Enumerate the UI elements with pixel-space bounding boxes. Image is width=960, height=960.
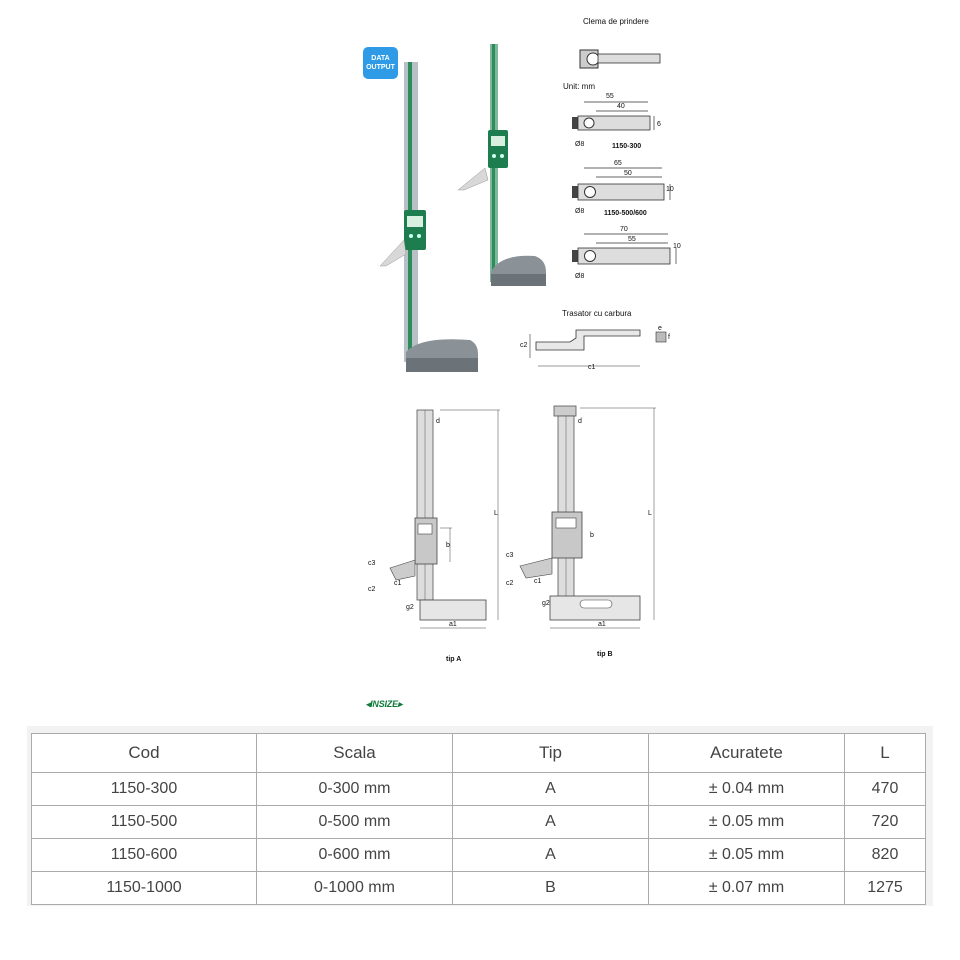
type-b-caption: tip B <box>597 651 613 658</box>
type-a-caption: tip A <box>446 656 462 663</box>
badge-line-2: OUTPUT <box>366 64 395 71</box>
scriber-c1: c1 <box>588 364 596 371</box>
variant-2-inner: 50 <box>624 170 632 177</box>
variant-1-hole: Ø8 <box>575 141 585 148</box>
type-a-c1: c1 <box>394 580 402 587</box>
header-cod: Cod <box>32 734 257 773</box>
cell-tip: A <box>453 806 649 839</box>
large-height-gauge <box>380 62 478 372</box>
clamp-variant-3-drawing <box>566 226 681 276</box>
variant-2-height: 10 <box>666 186 674 193</box>
variant-3-hole: Ø8 <box>575 273 585 280</box>
type-a-c3: c3 <box>368 560 376 567</box>
data-output-badge <box>363 47 398 79</box>
small-height-gauge <box>458 44 546 286</box>
type-b-drawing <box>500 400 665 635</box>
unit-label: Unit: mm <box>563 82 595 91</box>
type-b-L: L <box>648 510 652 517</box>
cell-scala: 0-600 mm <box>257 839 453 872</box>
table-row <box>32 872 926 905</box>
brand-name: INSIZE <box>370 699 398 709</box>
type-b-c1: c1 <box>534 578 542 585</box>
type-b-a1: a1 <box>598 621 606 628</box>
scriber-f: f <box>668 334 670 341</box>
cell-acuratete: ± 0.05 mm <box>649 839 845 872</box>
variant-1-height: 6 <box>657 121 661 128</box>
clamp-drawing <box>576 44 666 74</box>
cell-cod: 1150-600 <box>32 839 257 872</box>
cell-acuratete: ± 0.04 mm <box>649 773 845 806</box>
brand-logo <box>362 698 406 710</box>
table-row <box>32 773 926 806</box>
variant-3-height: 10 <box>673 243 681 250</box>
cell-cod: 1150-500 <box>32 806 257 839</box>
variant-3-overall: 70 <box>620 226 628 233</box>
variant-1-code: 1150-300 <box>612 143 642 150</box>
scriber-title: Trasator cu carbura <box>562 309 632 318</box>
scriber-c2: c2 <box>520 342 528 349</box>
specs-table-panel <box>27 726 933 906</box>
table-row <box>32 806 926 839</box>
type-b-d: d <box>578 418 582 425</box>
cell-tip: A <box>453 773 649 806</box>
cell-cod: 1150-1000 <box>32 872 257 905</box>
cell-cod: 1150-300 <box>32 773 257 806</box>
header-tip: Tip <box>453 734 649 773</box>
scriber-drawing <box>520 320 690 375</box>
variant-2-overall: 65 <box>614 160 622 167</box>
header-l: L <box>845 734 926 773</box>
table-row <box>32 839 926 872</box>
type-a-b: b <box>446 542 450 549</box>
variant-2-hole: Ø8 <box>575 208 585 215</box>
variant-1-overall: 55 <box>606 93 614 100</box>
cell-l: 470 <box>845 773 926 806</box>
cell-scala: 0-500 mm <box>257 806 453 839</box>
scriber-e: e <box>658 325 662 332</box>
cell-scala: 0-300 mm <box>257 773 453 806</box>
type-b-c3: c3 <box>506 552 514 559</box>
variant-3-inner: 55 <box>628 236 636 243</box>
header-scala: Scala <box>257 734 453 773</box>
type-a-L: L <box>494 510 498 517</box>
cell-l: 720 <box>845 806 926 839</box>
cell-acuratete: ± 0.07 mm <box>649 872 845 905</box>
clamp-title: Clema de prindere <box>583 17 649 26</box>
header-acuratete: Acuratete <box>649 734 845 773</box>
brand-arrow-right-icon: ▸ <box>397 698 403 709</box>
type-a-d: d <box>436 418 440 425</box>
variant-1-inner: 40 <box>617 103 625 110</box>
cell-acuratete: ± 0.05 mm <box>649 806 845 839</box>
type-a-drawing <box>360 400 510 640</box>
brand-arrow-left-icon: ◂ <box>365 698 371 709</box>
type-b-b: b <box>590 532 594 539</box>
cell-tip: A <box>453 839 649 872</box>
table-header-row <box>32 734 926 773</box>
type-b-c2: c2 <box>506 580 514 587</box>
cell-tip: B <box>453 872 649 905</box>
specs-table <box>31 733 926 905</box>
cell-scala: 0-1000 mm <box>257 872 453 905</box>
cell-l: 820 <box>845 839 926 872</box>
badge-line-1: DATA <box>371 55 390 62</box>
variant-2-code: 1150-500/600 <box>604 210 647 217</box>
type-a-c2: c2 <box>368 586 376 593</box>
cell-l: 1275 <box>845 872 926 905</box>
type-a-a1: a1 <box>449 621 457 628</box>
type-a-g2: g2 <box>406 604 414 611</box>
type-b-g2: g2 <box>542 600 550 607</box>
